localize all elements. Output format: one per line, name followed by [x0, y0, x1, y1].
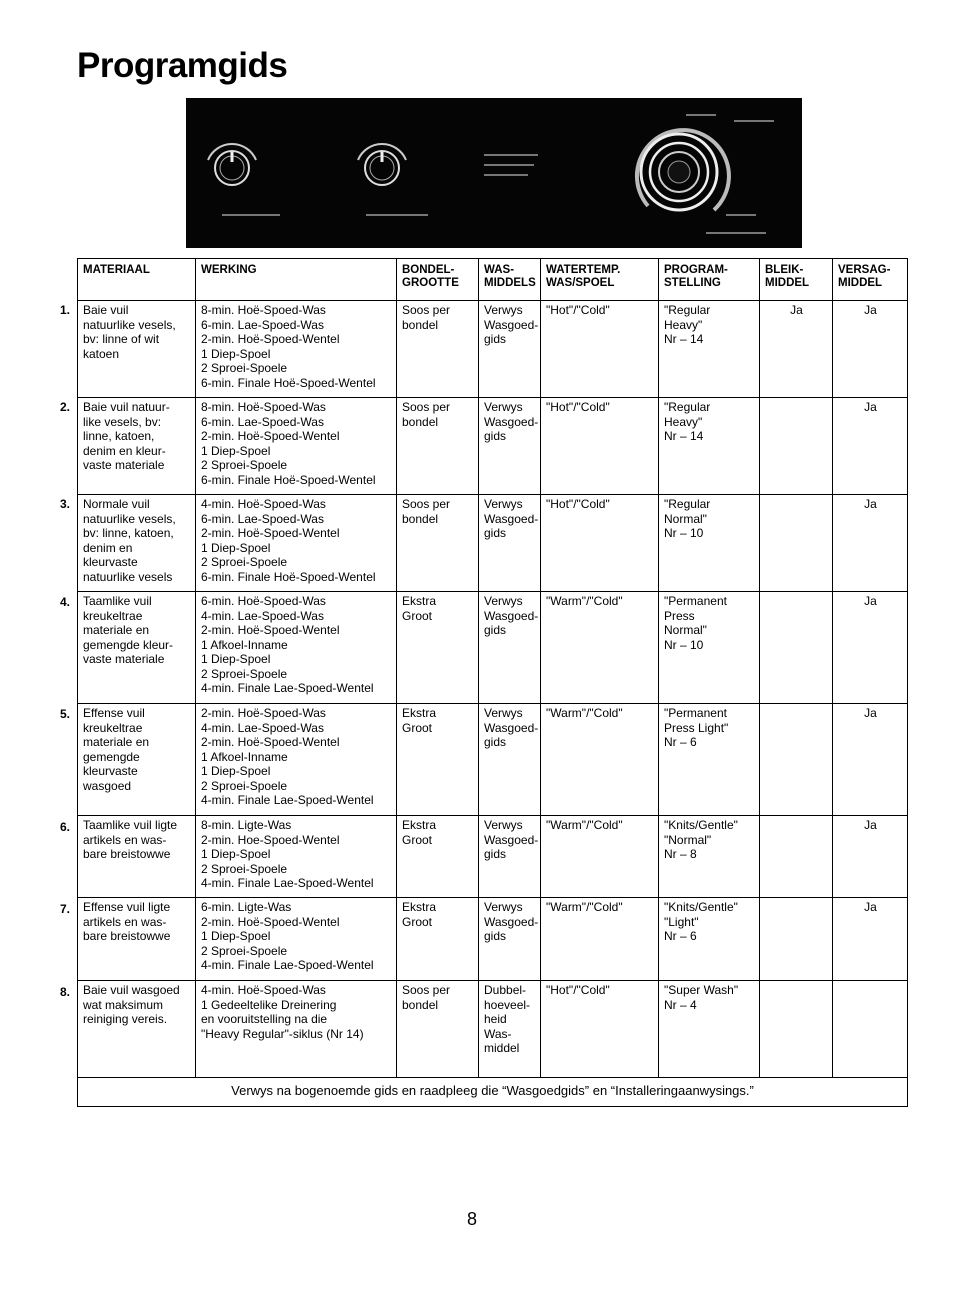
- cell-werking: 2-min. Hoë-Spoed-Was 4-min. Lae-Spoed-Was 2-min. Hoë-Spoed-Wentel 1 Afkoel-Inname 1 Diep-Spoel 2 Sproei-Spoele 4-min. Finale Lae-Spoed-Wentel: [196, 704, 397, 816]
- cell-was: Verwys Wasgoed- gids: [479, 898, 541, 981]
- cell-werking: 8-min. Ligte-Was 2-min. Hoe-Spoed-Wentel 1 Diep-Spoel 2 Sproei-Spoele 4-min. Finale Lae-Spoed-Wentel: [196, 816, 397, 898]
- cell-bondel: Ekstra Groot: [397, 704, 479, 816]
- cell-was: Verwys Wasgoed- gids: [479, 301, 541, 398]
- cell-temp: "Hot"/"Cold": [541, 398, 659, 495]
- cell-materiaal: Effense vuil kreukeltrae materiale en gemengde kleurvaste wasgoed: [78, 704, 196, 816]
- table-row: [78, 398, 908, 495]
- cell-versag: [833, 981, 908, 1078]
- cell-materiaal: Baie vuil wasgoed wat maksimum reiniging vereis.: [78, 981, 196, 1078]
- cell-werking: 6-min. Hoë-Spoed-Was 4-min. Lae-Spoed-Was 2-min. Hoë-Spoed-Wentel 1 Afkoel-Inname 1 Diep-Spoel 2 Sproei-Spoele 4-min. Finale Lae-Spoed-Wentel: [196, 592, 397, 704]
- row-number: 6.: [59, 820, 70, 834]
- header-bondelgrootte: BONDEL- GROOTTE: [397, 259, 479, 301]
- table-row: [78, 898, 908, 981]
- cell-werking: 4-min. Hoë-Spoed-Was 1 Gedeeltelike Dreinering en vooruitstelling na die "Heavy Regular"-siklus (Nr 14): [196, 981, 397, 1078]
- cell-bleik: [760, 398, 833, 495]
- header-watertemp: WATERTEMP. WAS/SPOEL: [541, 259, 659, 301]
- cell-temp: "Warm"/"Cold": [541, 592, 659, 704]
- header-bleikmiddel: BLEIK- MIDDEL: [760, 259, 833, 301]
- cell-program: "Regular Heavy" Nr – 14: [659, 398, 760, 495]
- water-level-knob-icon: [208, 144, 256, 185]
- cell-temp: "Warm"/"Cold": [541, 816, 659, 898]
- cell-program: "Knits/Gentle" "Normal" Nr – 8: [659, 816, 760, 898]
- table-row: [78, 301, 908, 398]
- cell-materiaal: Taamlike vuil kreukeltrae materiale en gemengde kleur- vaste materiale: [78, 592, 196, 704]
- cell-temp: "Hot"/"Cold": [541, 981, 659, 1078]
- cell-bleik: [760, 495, 833, 592]
- cell-materiaal: Normale vuil natuurlike vesels, bv: linne, katoen, denim en kleurvaste natuurlike vesels: [78, 495, 196, 592]
- table-row: [78, 981, 908, 1078]
- cell-versag: Ja: [833, 495, 908, 592]
- cell-bondel: Soos per bondel: [397, 495, 479, 592]
- row-number: 1.: [59, 303, 70, 317]
- cell-versag: Ja: [833, 592, 908, 704]
- cell-was: Verwys Wasgoed- gids: [479, 704, 541, 816]
- cell-versag: Ja: [833, 398, 908, 495]
- header-wasmiddels: WAS- MIDDELS: [479, 259, 541, 301]
- header-materiaal: MATERIAAL: [78, 259, 196, 301]
- footer-note: Verwys na bogenoemde gids en raadpleeg die “Wasgoedgids” en “Installeringaanwysings.”: [78, 1078, 908, 1107]
- cell-bondel: Soos per bondel: [397, 301, 479, 398]
- table-header-row: [78, 259, 908, 301]
- cell-bondel: Ekstra Groot: [397, 898, 479, 981]
- cell-materiaal: Effense vuil ligte artikels en was- bare breistowwe: [78, 898, 196, 981]
- row-number: 8.: [59, 985, 70, 999]
- page-number: 8: [467, 1209, 478, 1229]
- cell-program: "Permanent Press Normal" Nr – 10: [659, 592, 760, 704]
- cell-program: "Super Wash" Nr – 4: [659, 981, 760, 1078]
- cell-was: Dubbel- hoeveel- heid Was- middel: [479, 981, 541, 1078]
- cell-bleik: [760, 704, 833, 816]
- cell-versag: Ja: [833, 816, 908, 898]
- row-number: 3.: [59, 497, 70, 511]
- cell-bleik: Ja: [760, 301, 833, 398]
- cell-temp: "Warm"/"Cold": [541, 704, 659, 816]
- header-programstelling: PROGRAM- STELLING: [659, 259, 760, 301]
- header-versagmiddel: VERSAG- MIDDEL: [833, 259, 908, 301]
- cell-was: Verwys Wasgoed- gids: [479, 398, 541, 495]
- row-number: 2.: [59, 400, 70, 414]
- cell-versag: Ja: [833, 301, 908, 398]
- cell-program: "Regular Normal" Nr – 10: [659, 495, 760, 592]
- cell-bleik: [760, 981, 833, 1078]
- table-row: [78, 704, 908, 816]
- cell-werking: 6-min. Ligte-Was 2-min. Hoë-Spoed-Wentel 1 Diep-Spoel 2 Sproei-Spoele 4-min. Finale Lae-Spoed-Wentel: [196, 898, 397, 981]
- cell-materiaal: Baie vuil natuurlike vesels, bv: linne of wit katoen: [78, 301, 196, 398]
- cell-temp: "Warm"/"Cold": [541, 898, 659, 981]
- cell-bleik: [760, 898, 833, 981]
- cell-materiaal: Taamlike vuil ligte artikels en was- bare breistowwe: [78, 816, 196, 898]
- row-number: 4.: [59, 595, 70, 609]
- cell-temp: "Hot"/"Cold": [541, 495, 659, 592]
- cell-versag: Ja: [833, 704, 908, 816]
- cell-bleik: [760, 592, 833, 704]
- header-werking: WERKING: [196, 259, 397, 301]
- cell-program: "Regular Heavy" Nr – 14: [659, 301, 760, 398]
- cell-bondel: Ekstra Groot: [397, 592, 479, 704]
- cell-temp: "Hot"/"Cold": [541, 301, 659, 398]
- cell-was: Verwys Wasgoed- gids: [479, 495, 541, 592]
- cell-bleik: [760, 816, 833, 898]
- cell-bondel: Ekstra Groot: [397, 816, 479, 898]
- table-row: [78, 495, 908, 592]
- row-number: 5.: [59, 707, 70, 721]
- row-number: 7.: [59, 902, 70, 916]
- cell-was: Verwys Wasgoed- gids: [479, 592, 541, 704]
- cell-program: "Knits/Gentle" "Light" Nr – 6: [659, 898, 760, 981]
- washer-control-panel-image: [186, 98, 802, 248]
- page-title: Programgids: [77, 46, 288, 85]
- cell-werking: 8-min. Hoë-Spoed-Was 6-min. Lae-Spoed-Was 2-min. Hoë-Spoed-Wentel 1 Diep-Spoel 2 Sproei-Spoele 6-min. Finale Hoë-Spoed-Wentel: [196, 301, 397, 398]
- temperature-knob-icon: [358, 144, 406, 185]
- table-row: [78, 592, 908, 704]
- cell-bondel: Soos per bondel: [397, 398, 479, 495]
- cycle-selector-dial-icon: [637, 130, 729, 210]
- cell-program: "Permanent Press Light" Nr – 6: [659, 704, 760, 816]
- program-guide-table: [77, 258, 908, 1107]
- table-footer-row: [78, 1078, 908, 1107]
- table-row: [78, 816, 908, 898]
- cell-versag: Ja: [833, 898, 908, 981]
- cell-werking: 4-min. Hoë-Spoed-Was 6-min. Lae-Spoed-Was 2-min. Hoë-Spoed-Wentel 1 Diep-Spoel 2 Sproei-Spoele 6-min. Finale Hoë-Spoed-Wentel: [196, 495, 397, 592]
- cell-was: Verwys Wasgoed- gids: [479, 816, 541, 898]
- cell-werking: 8-min. Hoë-Spoed-Was 6-min. Lae-Spoed-Was 2-min. Hoë-Spoed-Wentel 1 Diep-Spoel 2 Sproei-Spoele 6-min. Finale Hoë-Spoed-Wentel: [196, 398, 397, 495]
- cell-materiaal: Baie vuil natuur- like vesels, bv: linne, katoen, denim en kleur- vaste materiale: [78, 398, 196, 495]
- cell-bondel: Soos per bondel: [397, 981, 479, 1078]
